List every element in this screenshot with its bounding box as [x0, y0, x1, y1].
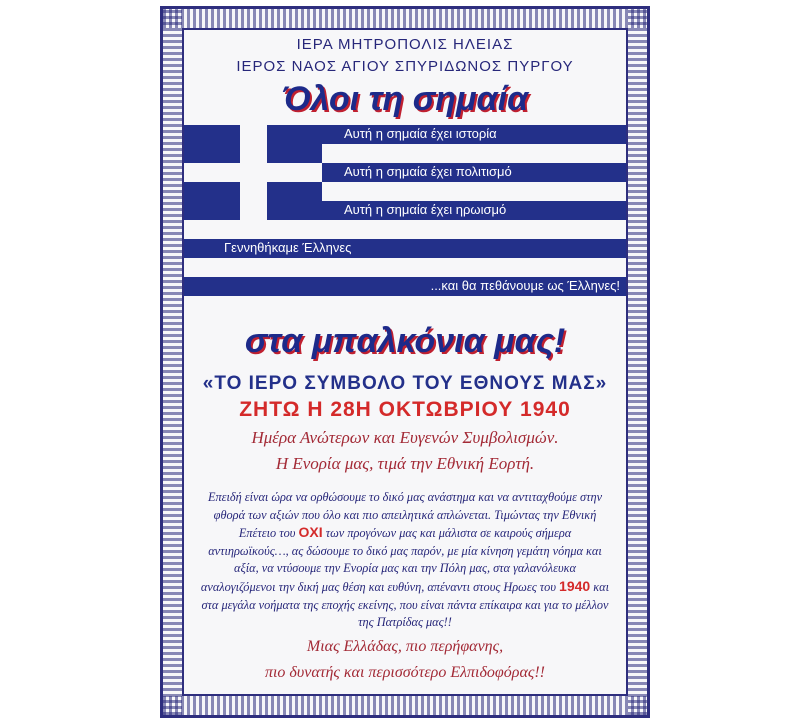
october-28-headline: ΖΗΤΩ Η 28Η ΟΚΤΩΒΡΙΟΥ 1940: [239, 398, 571, 421]
day-of-symbolisms: Ημέρα Ανώτερων και Ευγενών Συμβολισμών.: [251, 428, 559, 447]
flag-line-culture: Αυτή η σημαία έχει πολιτισμό: [344, 164, 512, 179]
closing-line-2: πιο δυνατής και περισσότερο Ελπιδοφόρας!!: [264, 664, 546, 681]
poster-title: Όλοι τη σημαία: [281, 80, 529, 118]
body-part-3: και στα μεγάλα νοήματα της εποχής εκείνης, που είναι πάντα επίκαιρα και για το μέλλον της Πατρίδας μας!!: [201, 579, 610, 630]
body-part-2: των προγόνων μας και μάλιστα σε καιρούς σήμερα αντιηρωϊκούς…, ας δώσουμε το δικό μας παρόν, με μία κίνηση γεμάτη νόημα και αξία, να ντύσουμε την Ενορία μας και την Πόλη μας, στα γαλανόλευκα αναλογιζόμενοι την δική μας θέση και ευθύνη, απέναντι στους Ηρωες του: [200, 526, 602, 594]
flag-line-die: ...και θα πεθάνουμε ως Έλληνες!: [430, 278, 620, 293]
flag-line-history: Αυτή η σημαία έχει ιστορία: [344, 126, 497, 141]
oxi-word: ΟΧΙ: [298, 524, 323, 541]
year-1940: 1940: [559, 577, 591, 594]
balcony-slogan: στα μπαλκόνια μας!: [244, 322, 566, 360]
parish-honors-line: Η Ενορία μας, τιμά την Εθνική Εορτή.: [275, 454, 535, 473]
closing-line-1: Μιας Ελλάδας, πιο περήφανης,: [306, 638, 504, 655]
flag-line-born: Γεννηθήκαμε Έλληνες: [224, 240, 352, 255]
poster-content: [184, 30, 626, 694]
poster: [160, 6, 650, 718]
body-part-1: Επειδή είναι ώρα να ορθώσουμε το δικό μας ανάστημα και να αντιταχθούμε στην φθορά των αξιών που όλο και πιο απειλητικά απλώνεται. Τιμώντας την Εθνική Επέτειο του: [207, 490, 603, 541]
body-paragraph: [200, 489, 610, 632]
church-heading: ΙΕΡΟΣ ΝΑΟΣ ΑΓΙΟΥ ΣΠΥΡΙΔΩΝΟΣ ΠΥΡΓΟΥ: [236, 58, 574, 75]
flag-cross-horizontal: [184, 163, 322, 182]
flag-canton: [184, 125, 322, 220]
metropolis-heading: ΙΕΡΑ ΜΗΤΡΟΠΟΛΙΣ ΗΛΕΙΑΣ: [296, 36, 514, 53]
flag-line-heroism: Αυτή η σημαία έχει ηρωισμό: [344, 202, 507, 217]
greek-flag: [184, 125, 626, 315]
national-symbol-line: «ΤΟ ΙΕΡΟ ΣΥΜΒΟΛΟ ΤΟΥ ΕΘΝΟΥΣ ΜΑΣ»: [202, 373, 608, 394]
